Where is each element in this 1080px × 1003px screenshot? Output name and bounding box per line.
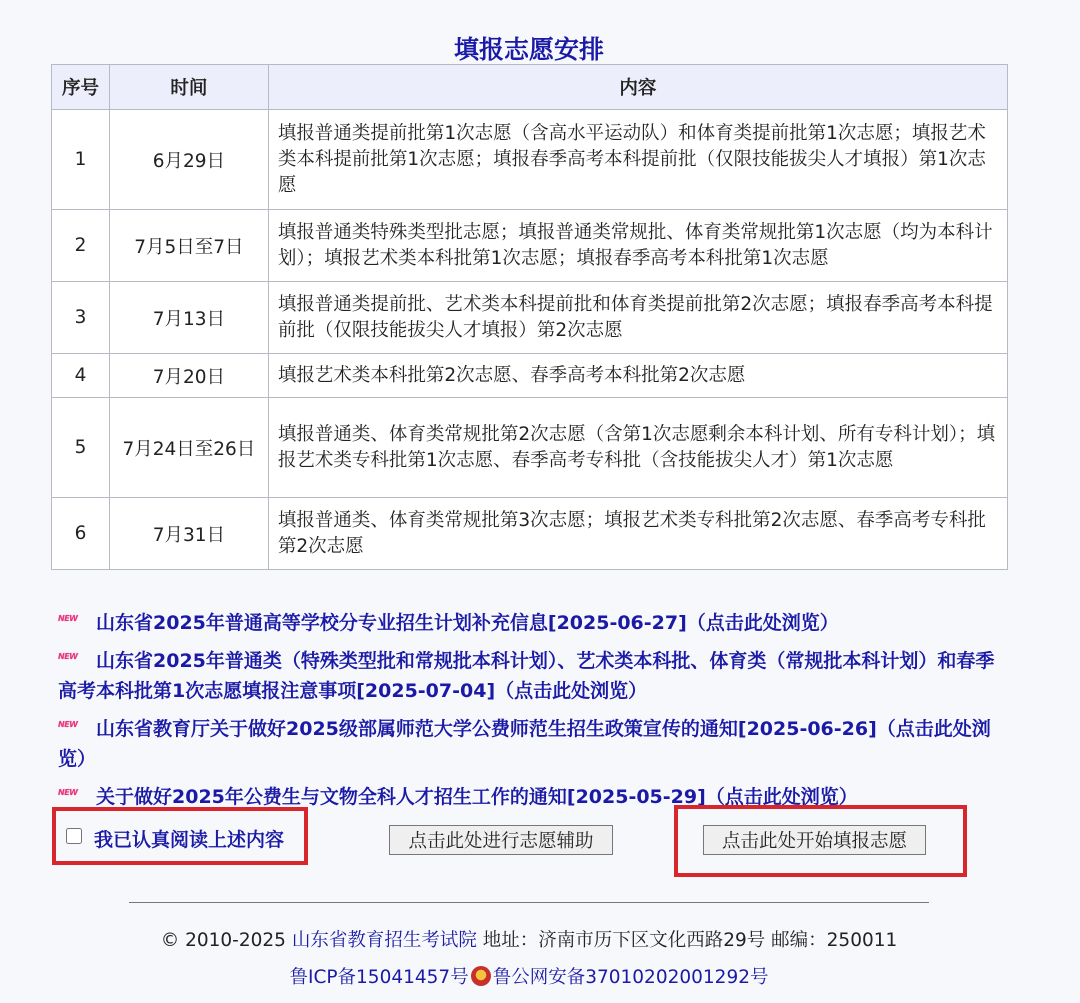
notice-link[interactable]: [58, 642, 1008, 706]
police-record-link[interactable]: 鲁公网安备37010202001292号: [492, 967, 769, 988]
table-row: [52, 498, 1008, 570]
footer-divider: [129, 902, 929, 903]
row-time: 6月29日: [109, 110, 268, 210]
header-no: 序号: [52, 65, 110, 110]
table-row: [52, 210, 1008, 282]
notice-text[interactable]: 山东省2025年普通高等学校分专业招生计划补充信息[2025-06-27]（点击此处浏览）: [96, 612, 839, 634]
row-no: 4: [52, 354, 110, 398]
row-time: 7月31日: [109, 498, 268, 570]
agree-label[interactable]: 我已认真阅读上述内容: [94, 829, 285, 851]
schedule-table: [51, 64, 1008, 570]
table-row: [52, 354, 1008, 398]
notice-link[interactable]: [58, 604, 1008, 638]
volunteer-assist-button[interactable]: 点击此处进行志愿辅助: [389, 825, 613, 855]
row-time: 7月24日至26日: [109, 398, 268, 498]
row-content: 填报普通类特殊类型批志愿；填报普通类常规批、体育类常规批第1次志愿（均为本科计划）；填报艺术类本科批第1次志愿；填报春季高考本科批第1次志愿: [268, 210, 1007, 282]
row-content: 填报艺术类本科批第2次志愿、春季高考本科批第2次志愿: [268, 354, 1007, 398]
table-header-row: [52, 65, 1008, 110]
notice-list: [58, 604, 1008, 812]
table-row: [52, 110, 1008, 210]
agree-highlight-box: [52, 807, 308, 865]
copyright-text: © 2010-2025: [160, 930, 286, 951]
new-icon: NEW: [58, 788, 78, 797]
page-title: 填报志愿安排: [453, 35, 604, 64]
icp-link[interactable]: 鲁ICP备15041457号: [289, 967, 469, 988]
footer-line-2: [0, 963, 1058, 989]
agree-checkbox[interactable]: [66, 828, 82, 844]
notice-text[interactable]: 山东省2025年普通类（特殊类型批和常规批本科计划）、艺术类本科批、体育类（常规批本科计划）和春季高考本科批第1次志愿填报注意事项[2025-07-04]（点击此处浏览）: [58, 650, 995, 702]
row-time: 7月20日: [109, 354, 268, 398]
row-content: 填报普通类提前批、艺术类本科提前批和体育类提前批第2次志愿；填报春季高考本科提前批（仅限技能拔尖人才填报）第2次志愿: [268, 282, 1007, 354]
row-time: 7月5日至7日: [109, 210, 268, 282]
row-content: 填报普通类提前批第1次志愿（含高水平运动队）和体育类提前批第1次志愿；填报艺术类本科提前批第1次志愿；填报春季高考本科提前批（仅限技能拔尖人才填报）第1次志愿: [268, 110, 1007, 210]
notice-text[interactable]: 山东省教育厅关于做好2025级部属师范大学公费师范生招生政策宣传的通知[2025-06-26]（点击此处浏览）: [58, 718, 991, 770]
row-content: 填报普通类、体育类常规批第2次志愿（含第1次志愿剩余本科计划、所有专科计划）；填报艺术类专科批第1次志愿、春季高考专科批（含技能拔尖人才）第1次志愿: [268, 398, 1007, 498]
row-time: 7月13日: [109, 282, 268, 354]
row-no: 2: [52, 210, 110, 282]
header-content: 内容: [268, 65, 1007, 110]
org-link[interactable]: 山东省教育招生考试院: [291, 930, 477, 951]
header-time: 时间: [109, 65, 268, 110]
footer-line-1: [0, 926, 1058, 952]
row-no: 5: [52, 398, 110, 498]
new-icon: NEW: [58, 652, 78, 661]
new-icon: NEW: [58, 720, 78, 729]
table-row: [52, 398, 1008, 498]
police-badge-icon: [471, 966, 491, 986]
notice-link[interactable]: [58, 710, 1008, 774]
address-text: 地址：济南市历下区文化西路29号 邮编：250011: [482, 930, 898, 951]
new-icon: NEW: [58, 614, 78, 623]
notice-text[interactable]: 关于做好2025年公费生与文物全科人才招生工作的通知[2025-05-29]（点击此处浏览）: [96, 786, 858, 808]
row-no: 1: [52, 110, 110, 210]
row-no: 6: [52, 498, 110, 570]
start-filling-button[interactable]: 点击此处开始填报志愿: [703, 825, 926, 855]
table-row: [52, 282, 1008, 354]
row-content: 填报普通类、体育类常规批第3次志愿；填报艺术类专科批第2次志愿、春季高考专科批第2次志愿: [268, 498, 1007, 570]
row-no: 3: [52, 282, 110, 354]
